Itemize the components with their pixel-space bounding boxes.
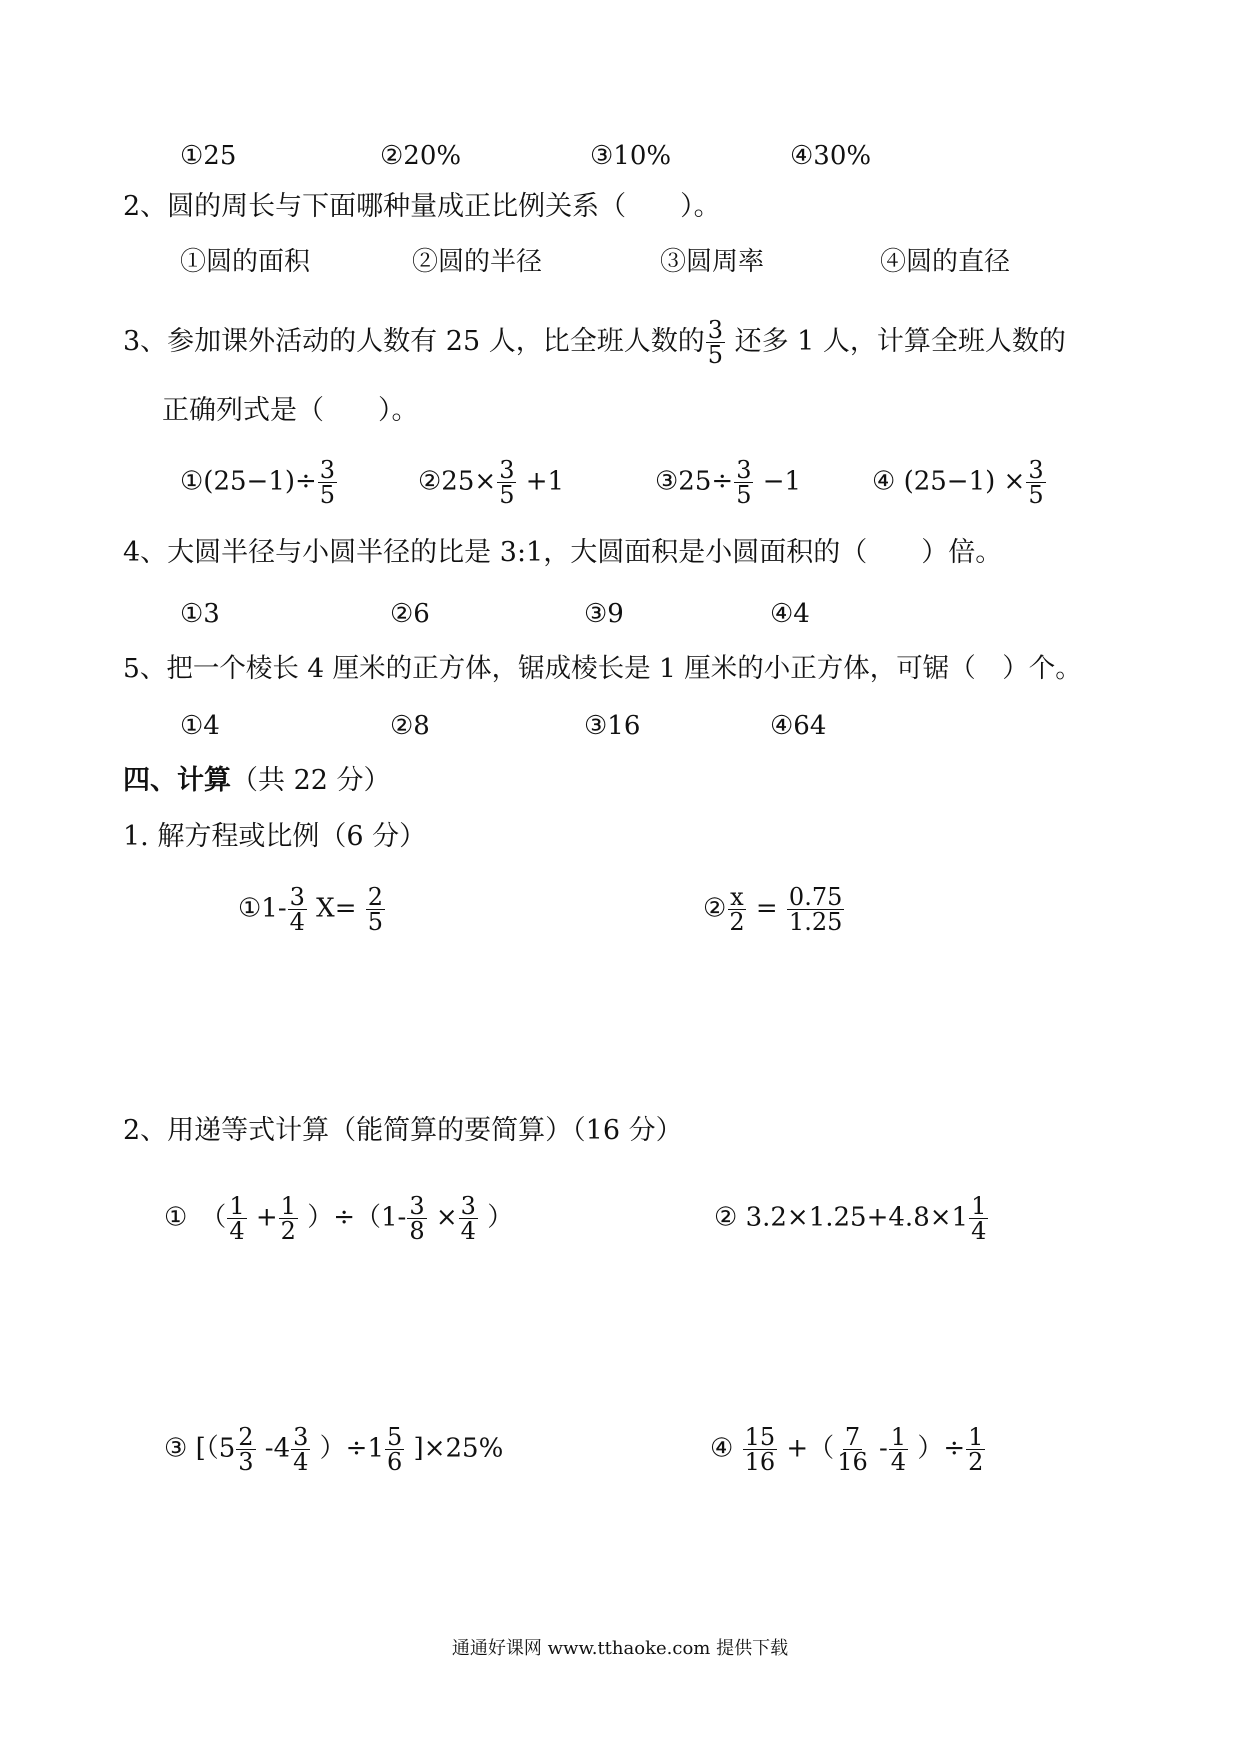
q2-option-4: ④圆的直径	[880, 247, 1011, 277]
calc-4	[710, 1425, 986, 1474]
numerator: 3	[460, 1192, 476, 1220]
calc-2	[714, 1194, 989, 1243]
numerator: 1	[229, 1192, 245, 1220]
q3-option-3-tail: −1	[754, 466, 802, 497]
q3-stem-line2: 正确列式是（ ）。	[162, 395, 419, 426]
denominator: 5	[1028, 481, 1044, 509]
denominator: 4	[229, 1217, 245, 1245]
denominator: 2	[968, 1448, 984, 1476]
q3-option-2	[418, 458, 564, 507]
numerator: 1	[280, 1192, 296, 1220]
fraction	[787, 885, 844, 934]
q1-option-2: ②20%	[380, 141, 462, 171]
operator: +	[247, 1202, 278, 1233]
fraction	[366, 885, 385, 934]
denominator: 5	[367, 908, 384, 936]
numerator: 1	[968, 1423, 984, 1451]
q5-option-2: ②8	[390, 711, 430, 741]
denominator: 5	[319, 481, 336, 509]
denominator: 4	[971, 1217, 987, 1245]
fraction	[291, 1425, 310, 1474]
numerator: x	[730, 883, 744, 911]
denominator: 1.25	[788, 908, 843, 936]
numerator: 2	[367, 883, 384, 911]
q5-option-1: ①4	[180, 711, 220, 741]
q2-option-2: ②圆的半径	[412, 247, 543, 277]
fraction	[236, 1425, 255, 1474]
q3-option-2-fraction	[497, 458, 516, 507]
operator: ×	[427, 1202, 458, 1233]
operator: -4	[256, 1433, 291, 1464]
q5-option-4: ④64	[770, 711, 827, 741]
denominator: 5	[736, 481, 752, 509]
q4-option-3: ③9	[584, 599, 624, 629]
operator: ）÷1	[311, 1433, 385, 1464]
operator: ）÷（1-	[298, 1202, 407, 1233]
denominator: 5	[707, 341, 723, 369]
q3-fraction	[706, 318, 725, 367]
equation-2-mid: =	[747, 893, 786, 924]
equation-1-mid: X=	[307, 893, 365, 924]
q4-option-4: ④4	[770, 599, 810, 629]
q3-stem-line1	[123, 318, 1066, 367]
numerator: 1	[971, 1192, 987, 1220]
denominator: 6	[387, 1448, 403, 1476]
q3-option-4	[872, 458, 1047, 507]
numerator: 3	[499, 456, 515, 484]
q3-option-1-text: ①(25−1)÷	[180, 466, 317, 497]
fraction	[407, 1194, 426, 1243]
numerator: 15	[744, 1423, 776, 1451]
q2-stem: 2、圆的周长与下面哪种量成正比例关系（ ）。	[123, 191, 721, 222]
calc-1	[164, 1194, 513, 1243]
fraction	[459, 1194, 478, 1243]
fraction	[227, 1194, 246, 1243]
operator: ）	[478, 1202, 514, 1233]
operator: -	[870, 1433, 888, 1464]
denominator: 4	[289, 908, 305, 936]
denominator: 3	[238, 1448, 254, 1476]
fraction	[835, 1425, 870, 1474]
numerator: 7	[844, 1423, 861, 1451]
calc-1-prefix: ① （	[164, 1202, 227, 1233]
numerator: 3	[319, 456, 336, 484]
equation-2	[703, 885, 845, 934]
fraction	[889, 1425, 908, 1474]
q3-option-4-fraction	[1026, 458, 1045, 507]
fraction	[969, 1194, 988, 1243]
q4-stem: 4、大圆半径与小圆半径的比是 3:1，大圆面积是小圆面积的（ ）倍。	[123, 537, 1003, 568]
q3-option-2-tail: +1	[517, 466, 565, 497]
q3-option-3	[655, 458, 801, 507]
numerator: 3	[289, 883, 305, 911]
numerator: 3	[1028, 456, 1044, 484]
equation-1-prefix: ①1-	[238, 893, 287, 924]
q3-option-3-text: ③25÷	[655, 466, 734, 497]
numerator: 3	[736, 456, 752, 484]
denominator: 8	[409, 1217, 425, 1245]
fraction	[385, 1425, 404, 1474]
numerator: 3	[293, 1423, 309, 1451]
calc-2-prefix: ② 3.2×1.25+4.8×1	[714, 1202, 969, 1233]
fraction	[279, 1194, 298, 1243]
operator: +（	[778, 1433, 835, 1464]
fraction	[743, 1425, 778, 1474]
denominator: 4	[460, 1217, 476, 1245]
q4-option-1: ①3	[180, 599, 220, 629]
calc-4-prefix: ④	[710, 1433, 742, 1464]
fraction	[288, 885, 307, 934]
denominator: 2	[729, 908, 745, 936]
footer-watermark: 通通好课网 www.tthaoke.com 提供下载	[451, 1638, 789, 1659]
equation-1	[238, 885, 386, 934]
q3-option-1-fraction	[318, 458, 337, 507]
numerator: 3	[707, 316, 723, 344]
denominator: 16	[837, 1448, 868, 1476]
numerator: 5	[387, 1423, 403, 1451]
fraction	[727, 885, 746, 934]
q3-stem-part2: 还多 1 人，计算全班人数的	[734, 326, 1066, 357]
section-4-heading	[123, 764, 391, 798]
q4-option-2: ②6	[390, 599, 430, 629]
denominator: 4	[890, 1448, 907, 1476]
denominator: 5	[499, 481, 515, 509]
q3-option-4-text: ④ (25−1) ×	[872, 466, 1026, 497]
calc-3	[164, 1425, 503, 1474]
section-4-sub1: 1. 解方程或比例（6 分）	[123, 821, 427, 852]
numerator: 1	[890, 1423, 907, 1451]
q5-stem: 5、把一个棱长 4 厘米的正方体，锯成棱长是 1 厘米的小正方体，可锯（ ）个。	[123, 653, 1082, 684]
equation-2-prefix: ②	[703, 893, 727, 924]
denominator: 16	[744, 1448, 776, 1476]
section-4-sub2: 2、用递等式计算（能简算的要简算）（16 分）	[123, 1115, 683, 1146]
denominator: 2	[280, 1217, 296, 1245]
q1-option-4: ④30%	[790, 141, 872, 171]
q1-option-3: ③10%	[590, 141, 672, 171]
q3-option-3-fraction	[734, 458, 753, 507]
calc-3-prefix: ③ [（5	[164, 1433, 236, 1464]
operator: ）÷	[909, 1433, 966, 1464]
fraction	[966, 1425, 985, 1474]
q1-option-1: ①25	[180, 141, 237, 171]
q3-option-2-text: ②25×	[418, 466, 497, 497]
q2-option-3: ③圆周率	[660, 247, 765, 277]
q3-option-1	[180, 458, 338, 507]
numerator: 3	[409, 1192, 425, 1220]
q5-option-3: ③16	[584, 711, 641, 741]
operator: ]×25%	[405, 1433, 504, 1464]
section-4-title: 四、计算	[123, 765, 231, 796]
section-4-score: （共 22 分）	[231, 765, 391, 796]
q3-stem-part1: 3、参加课外活动的人数有 25 人，比全班人数的	[123, 326, 705, 357]
numerator: 0.75	[788, 883, 843, 911]
q2-option-1: ①圆的面积	[180, 247, 311, 277]
denominator: 4	[293, 1448, 309, 1476]
numerator: 2	[238, 1423, 254, 1451]
